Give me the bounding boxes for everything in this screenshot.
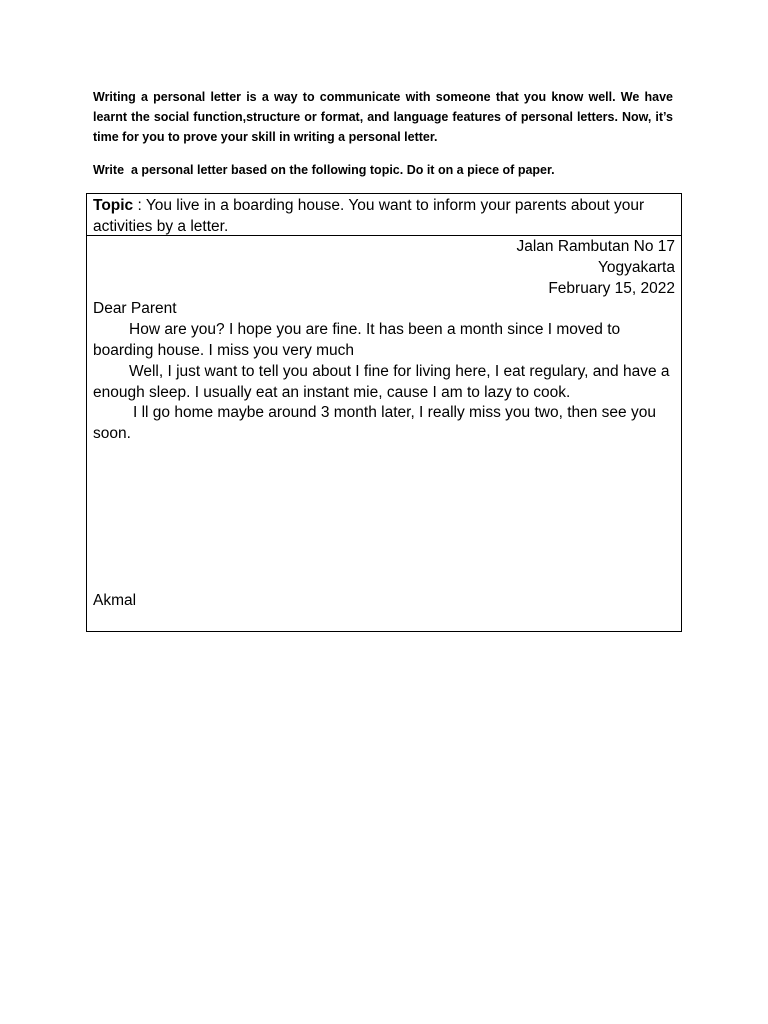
letter-body — [93, 237, 675, 445]
topic-label: Topic — [93, 197, 134, 214]
letter-paragraph-3: I ll go home maybe around 3 month later, I really miss you two, then see you soon. — [93, 404, 656, 443]
letter-signature: Akmal — [93, 592, 137, 609]
letter-box — [86, 193, 682, 632]
topic-description: : You live in a boarding house. You want to inform your parents about your activities by a letter. — [93, 197, 645, 235]
letter-date: February 15, 2022 — [548, 279, 675, 297]
instructions-task: Write a personal letter based on the following topic. Do it on a piece of paper. — [93, 163, 555, 177]
address-street: Jalan Rambutan No 17 — [516, 238, 675, 255]
letter-paragraph-1: How are you? I hope you are fine. It has been a month since I moved to boarding house. I miss you very much — [93, 321, 621, 359]
topic-row — [87, 194, 681, 236]
letter-greeting: Dear Parent — [93, 300, 177, 318]
topic-text — [93, 196, 673, 237]
address-city: Yogyakarta — [598, 258, 675, 276]
instructions-intro-text: Writing a personal letter is a way to communicate with someone that you know well. We have learnt the social function,structure or format, and language features of personal letters. Now, it’s time for you to prove your skill in writing a personal letter. — [93, 90, 673, 144]
letter-paragraph-2: Well, I just want to tell you about I fine for living here, I eat regulary, and have a enough sleep. I usually eat an instant mie, cause I am to lazy to cook. — [93, 362, 670, 401]
instructions-intro — [93, 87, 673, 147]
